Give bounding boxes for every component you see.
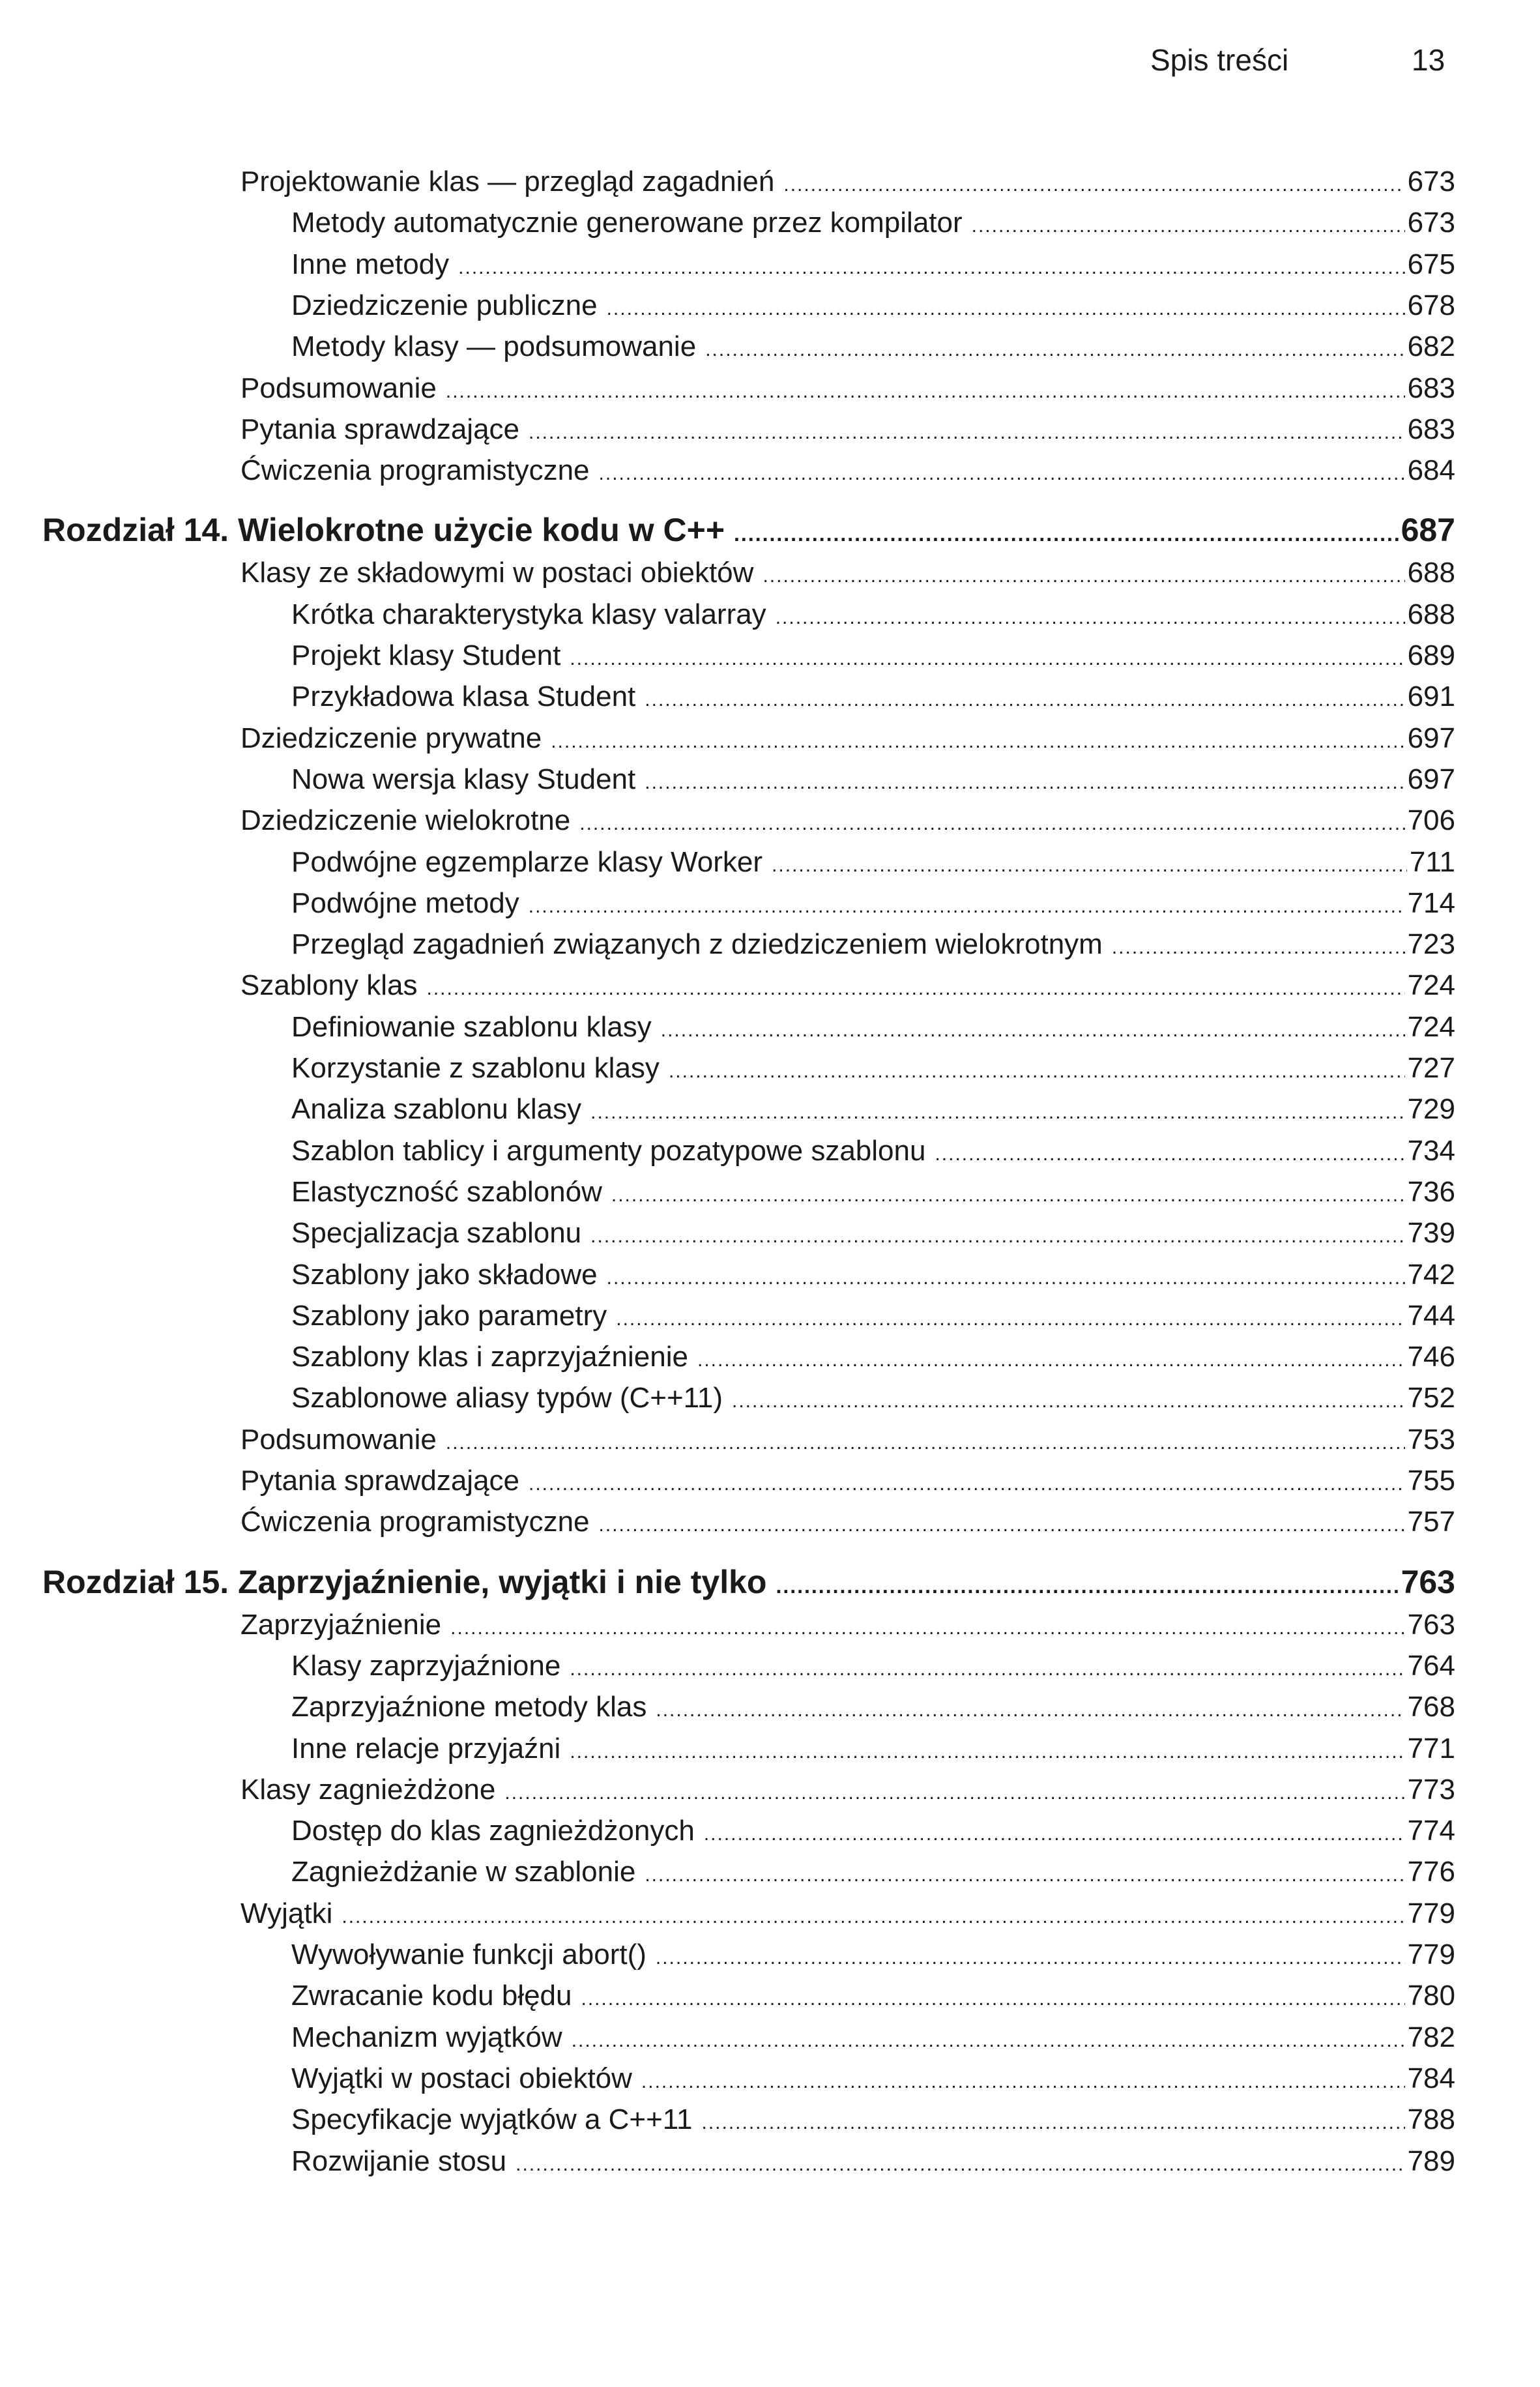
dot-leader [341,1896,1404,1937]
toc-entry [291,2099,1455,2140]
toc-entry-title: Wyjątki [240,1897,333,1929]
toc-entry [240,1604,1455,1645]
toc-entry-title: Przegląd zagadnień związanych z dziedziczeniem wielokrotnym [291,928,1103,961]
toc-entry-page: 763 [1401,1563,1455,1600]
dot-leader [607,1257,1405,1298]
toc-entry-page: 697 [1407,763,1455,795]
toc-entry-title: Podsumowanie [240,1423,437,1456]
toc-entry [291,2017,1455,2058]
toc-entry-title: Wyjątki w postaci obiektów [291,2062,632,2094]
toc-entry [291,244,1455,285]
dot-leader [641,2061,1405,2102]
dot-leader [701,2102,1404,2143]
toc-entry-title: Zwracanie kodu błędu [291,1980,572,2012]
toc-entry [291,1130,1455,1171]
page-number: 13 [1412,43,1446,77]
toc-entry [291,1975,1455,2016]
dot-leader [516,2144,1404,2185]
toc-entry-page: 673 [1407,166,1455,198]
toc-entry-title: Klasy zagnieżdżone [240,1773,496,1806]
toc-entry [240,450,1455,491]
dot-leader [458,247,1404,288]
toc-entry-title: Pytania sprawdzające [240,1465,520,1497]
toc-entry [240,368,1455,409]
toc-entry-title: Podwójne metody [291,886,519,919]
toc-entry [291,1295,1455,1336]
toc-entry-title: Zagnieżdżanie w szablonie [291,1856,636,1888]
dot-leader [450,1607,1404,1648]
toc-entry [240,965,1455,1006]
toc-entry-page: 697 [1407,722,1455,754]
dot-leader [732,1381,1405,1422]
toc-entry-title: Zaprzyjaźnienie [240,1608,442,1641]
toc-entry [291,285,1455,326]
toc-entry-page: 755 [1407,1465,1455,1497]
toc-entry-page: 771 [1407,1732,1455,1765]
toc-entry-page: 723 [1407,928,1455,961]
toc-entry-page: 734 [1407,1134,1455,1167]
toc-entry [240,1501,1455,1542]
toc-entry-page: 782 [1407,2021,1455,2053]
toc-entry-title: Szablony klas [240,969,418,1002]
toc-entry-title: Wywoływanie funkcji abort() [291,1939,647,1970]
toc-entry [291,326,1455,367]
toc-entry [240,1893,1455,1934]
toc-entry-page: 687 [1401,512,1455,549]
dot-leader [776,597,1405,638]
toc-entry [291,759,1455,800]
toc-entry [240,161,1455,202]
toc-entry-title: Specyfikacje wyjątków a C++11 [291,2103,693,2136]
toc-entry-title: Klasy ze składowymi w postaci obiektów [240,557,754,589]
dot-leader [645,679,1404,720]
toc-entry-title: Klasy zaprzyjaźnione [291,1649,561,1682]
dot-leader [529,886,1405,927]
toc-entry-title: Analiza szablonu klasy [291,1093,582,1126]
toc-entry-page: 757 [1407,1506,1455,1538]
dot-leader [570,1731,1404,1772]
toc-entry-title: Projekt klasy Student [291,639,561,671]
dot-leader [570,638,1404,679]
toc-entry-title: Szablony jako składowe [291,1258,598,1291]
toc-entry-title: Dziedziczenie prywatne [240,722,542,754]
toc-entry-title: Korzystanie z szablonu klasy [291,1052,660,1084]
toc-entry-page: 673 [1407,207,1455,239]
toc-entry-page: 742 [1407,1258,1455,1291]
toc-entry [240,800,1455,841]
toc-entry-title: Zaprzyjaźnione metody klas [291,1691,647,1723]
toc-entry-page: 774 [1407,1815,1455,1847]
toc-entry-title: Nowa wersja klasy Student [291,763,636,795]
toc-entry-title: Rozwijanie stosu [291,2145,507,2177]
dot-leader [661,1010,1405,1051]
toc-entry-title: Ćwiczenia programistyczne [240,454,590,487]
toc-chapter-entry [42,510,1455,551]
dot-leader [763,555,1404,596]
toc-entry [291,676,1455,717]
dot-leader [426,968,1404,1009]
toc-entry-title: Dziedziczenie publiczne [291,289,598,321]
toc-entry-page: 727 [1407,1052,1455,1084]
toc-entry-page: 688 [1407,598,1455,630]
toc-entry-page: 729 [1407,1093,1455,1126]
toc-entry-page: 784 [1407,2062,1455,2094]
dot-leader [446,1422,1405,1463]
toc-entry-title: Rozdział 15. Zaprzyjaźnienie, wyjątki i nie tylko [42,1563,767,1600]
toc-entry-title: Dziedziczenie wielokrotne [240,804,571,837]
toc-entry-page: 744 [1407,1299,1455,1332]
toc-entry [291,594,1455,635]
toc-entry-page: 714 [1407,886,1455,919]
dot-leader [599,1504,1405,1545]
toc-entry [291,1212,1455,1253]
toc-entry [291,842,1455,883]
toc-entry-title: Szablonowe aliasy typów (C++11) [291,1382,723,1414]
toc-entry-page: 739 [1407,1217,1455,1250]
toc-entry-page: 691 [1407,681,1455,713]
dot-leader [772,845,1407,886]
toc-entry [291,1645,1455,1686]
dot-leader [607,288,1405,329]
dot-leader [704,1813,1405,1854]
toc-entry-page: 773 [1407,1773,1455,1806]
dot-leader [579,803,1404,844]
toc-entry-page: 724 [1407,1010,1455,1043]
toc-entry-title: Mechanizm wyjątków [291,2021,562,2053]
toc-entry-page: 780 [1407,1980,1455,2012]
dot-leader [529,1463,1405,1504]
dot-leader [599,453,1405,494]
toc-entry [291,1934,1455,1975]
toc-entry [291,924,1455,965]
toc-entry-page: 789 [1407,2145,1455,2177]
toc-entry-page: 736 [1407,1175,1455,1208]
dot-leader [590,1216,1404,1257]
toc-entry-page: 779 [1407,1939,1455,1970]
toc-entry [240,1460,1455,1501]
toc-entry-title: Szablon tablicy i argumenty pozatypowe szablonu [291,1134,926,1167]
toc-entry-title: Dostęp do klas zagnieżdżonych [291,1815,695,1847]
dot-leader [645,762,1404,803]
toc-entry [291,883,1455,924]
dot-leader [734,514,1399,555]
toc-entry-title: Elastyczność szablonów [291,1175,602,1208]
toc-entry-page: 675 [1407,248,1455,280]
toc-entry-title: Krótka charakterystyka klasy valarray [291,598,766,630]
toc-entry [291,1810,1455,1851]
toc-entry-page: 752 [1407,1382,1455,1414]
dot-leader [783,164,1404,205]
dot-leader [656,1690,1404,1731]
dot-leader [529,412,1405,453]
dot-leader [776,1566,1398,1607]
toc-entry-title: Rozdział 14. Wielokrotne użycie kodu w C++ [42,512,725,549]
toc-entry-page: 682 [1407,330,1455,363]
dot-leader [611,1175,1405,1216]
toc-entry-page: 711 [1409,845,1455,878]
toc-entry-page: 706 [1407,804,1455,837]
dot-leader [581,1978,1404,2019]
dot-leader [616,1298,1404,1340]
dot-leader [697,1340,1405,1381]
toc-entry [291,1851,1455,1892]
toc-entry-title: Szablony klas i zaprzyjaźnienie [291,1341,688,1373]
toc-entry-title: Inne relacje przyjaźni [291,1732,561,1765]
toc-entry-page: 788 [1407,2103,1455,2136]
toc-entry [291,635,1455,676]
toc-entry-page: 764 [1407,1649,1455,1682]
toc-entry [291,1336,1455,1377]
toc-entry [240,718,1455,759]
toc-entry [240,409,1455,450]
toc-chapter-entry [42,1562,1455,1603]
toc-entry-page: 746 [1407,1341,1455,1373]
toc-entry-title: Szablony jako parametry [291,1299,607,1332]
toc-entry [291,1377,1455,1418]
dot-leader [669,1051,1405,1092]
toc-entry-title: Podsumowanie [240,372,437,404]
toc-entry-title: Pytania sprawdzające [240,413,520,445]
toc-entry-title: Metody automatycznie generowane przez kompilator [291,207,963,239]
toc-entry [291,202,1455,243]
dot-leader [935,1134,1404,1175]
toc-entry-title: Definiowanie szablonu klasy [291,1010,652,1043]
toc-entry-title: Metody klasy — podsumowanie [291,330,697,363]
dot-leader [705,329,1404,370]
toc-entry [291,2141,1455,2182]
dot-leader [656,1937,1405,1978]
toc-entry-title: Ćwiczenia programistyczne [240,1506,590,1538]
toc-entry [291,1254,1455,1295]
dot-leader [590,1092,1404,1133]
toc-entry-page: 776 [1407,1856,1455,1888]
toc-entry-title: Specjalizacja szablonu [291,1217,582,1250]
toc-entry-page: 763 [1407,1608,1455,1641]
toc-entry [240,1769,1455,1810]
toc-entry [291,1006,1455,1047]
toc-entry [291,2058,1455,2099]
toc-entry-page: 683 [1407,372,1455,404]
toc-entry [291,1171,1455,1212]
toc-entry-page: 753 [1407,1423,1455,1456]
dot-leader [972,205,1405,246]
toc-entry [291,1047,1455,1089]
toc-entry [240,552,1455,593]
toc-entry [291,1089,1455,1130]
toc-entry-title: Projektowanie klas — przegląd zagadnień [240,166,775,198]
toc-entry-page: 779 [1407,1897,1455,1929]
toc-entry-page: 688 [1407,557,1455,589]
dot-leader [446,371,1405,412]
dot-leader [504,1772,1404,1813]
toc-entry [291,1686,1455,1727]
toc-entry-title: Podwójne egzemplarze klasy Worker [291,845,763,878]
running-header-title: Spis treści [1150,43,1289,77]
toc-entry-page: 684 [1407,454,1455,487]
toc-entry-page: 689 [1407,639,1455,671]
toc-entry-title: Inne metody [291,248,450,280]
toc-entry [240,1419,1455,1460]
dot-leader [645,1854,1404,1896]
dot-leader [570,1648,1404,1690]
toc-entry-page: 683 [1407,413,1455,445]
toc-entry-page: 768 [1407,1691,1455,1723]
toc-entry-title: Przykładowa klasa Student [291,681,636,713]
toc-entry-page: 678 [1407,289,1455,321]
toc-entry-page: 724 [1407,969,1455,1002]
toc-entry [291,1728,1455,1769]
dot-leader [572,2020,1405,2061]
dot-leader [551,721,1404,762]
dot-leader [1112,927,1405,968]
